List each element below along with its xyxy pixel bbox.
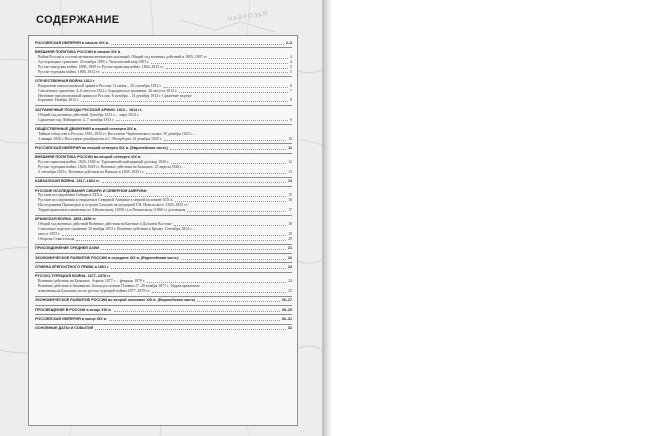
toc-section xyxy=(35,297,292,306)
toc-entry[interactable] xyxy=(35,137,292,142)
toc-entry-text: август 1855 г. xyxy=(38,232,61,237)
table-of-contents xyxy=(28,35,298,426)
dot-leader xyxy=(174,225,287,226)
toc-entry-text: Территориальные изменения по Айгуньскому (1858 г.) и Пекинскому (1860 г.) договорам xyxy=(38,208,186,213)
dot-leader xyxy=(146,173,286,174)
toc-heading[interactable] xyxy=(35,326,292,331)
toc-page-number: 10 xyxy=(288,136,292,141)
toc-entry-text: ЗАГРАНИЧНЫЕ ПОХОДЫ РУССКОЙ АРМИИ. 1813 – 1814 гг. xyxy=(35,107,142,112)
toc-entry-text: Исследования Приамурья и острова Сахалин экспедицией Г.И. Невельского. 1849–1855 гг. xyxy=(38,203,188,208)
dot-leader xyxy=(81,101,288,102)
toc-page-number: 4 xyxy=(290,54,292,59)
toc-entry-text: Сражение под Лейпцигом. 4–7 октября 1813 г. xyxy=(38,117,115,122)
dot-leader xyxy=(116,120,288,121)
toc-page-number: 13 xyxy=(288,169,292,174)
dot-leader xyxy=(179,92,288,93)
toc-heading[interactable] xyxy=(35,246,292,251)
toc-entry-text: ОСНОВНЫЕ ДАТЫ И СОБЫТИЯ xyxy=(35,326,94,331)
dot-leader xyxy=(164,87,288,88)
toc-entry-text: ВНЕШНЯЯ ПОЛИТИКА РОССИИ во второй четверти XIX в. xyxy=(35,155,142,160)
dot-leader xyxy=(197,301,279,302)
toc-entry-text: Березине. Ноябрь 1812 г. xyxy=(38,98,80,103)
dot-leader xyxy=(166,68,288,69)
dot-leader xyxy=(171,163,286,164)
dot-leader xyxy=(187,211,286,212)
dot-leader xyxy=(114,311,280,312)
toc-section xyxy=(35,306,292,315)
toc-page-number: 20 xyxy=(288,237,292,242)
toc-page-number: 22 xyxy=(287,255,292,260)
toc-page-number: 7 xyxy=(290,88,292,93)
toc-entry-text: ОБЩЕСТВЕННЫЕ ДВИЖЕНИЯ в первой четверти XIX в. xyxy=(35,126,138,131)
toc-page-number: 5 xyxy=(290,64,292,69)
toc-section xyxy=(35,39,292,48)
toc-section xyxy=(35,154,292,178)
toc-page-number: 21 xyxy=(287,246,292,251)
toc-entry[interactable] xyxy=(35,118,292,123)
toc-page-number: 14 xyxy=(287,179,292,184)
toc-heading[interactable] xyxy=(35,256,292,261)
dot-leader xyxy=(111,44,284,45)
dot-leader xyxy=(170,149,286,150)
toc-page-number: 6 xyxy=(290,83,292,88)
toc-entry-text: РОССИЙСКАЯ ИМПЕРИЯ в конце XIX в. xyxy=(35,316,107,321)
toc-page-number: 24 xyxy=(288,279,292,284)
toc-section xyxy=(35,263,292,272)
dot-leader xyxy=(209,58,288,59)
toc-heading[interactable] xyxy=(35,308,292,313)
toc-entry[interactable] xyxy=(35,98,292,103)
toc-page-number: 18 xyxy=(288,222,292,227)
dot-leader xyxy=(181,259,286,260)
page-spine xyxy=(322,0,332,436)
toc-entry-text: Русско-турецкая война. 1806–1812 гг. xyxy=(38,69,100,74)
toc-entry-text: РОССИЙСКАЯ ИМПЕРИЯ в начале XIX в. xyxy=(35,40,110,45)
toc-entry-text: Оборона Севастополя xyxy=(38,237,75,242)
dot-leader xyxy=(76,240,286,241)
toc-entry-text: РОССИЙСКАЯ ИМПЕРИЯ во второй четверти XIX в. (Европейская часть) xyxy=(35,145,168,150)
toc-entry[interactable] xyxy=(35,70,292,75)
toc-entry[interactable] xyxy=(35,170,292,175)
toc-page-number: 28–29 xyxy=(281,307,292,312)
dot-leader xyxy=(109,320,280,321)
map-label: НАВРОЗЬЯ xyxy=(227,11,269,23)
toc-section xyxy=(35,144,292,153)
toc-page-number: 19 xyxy=(288,232,292,237)
toc-entry-text: Русско-шведская война. 1808–1809 гг. Русско-иранская война. 1804–1813 гг. xyxy=(38,64,164,69)
toc-heading[interactable] xyxy=(35,317,292,322)
toc-section xyxy=(35,245,292,254)
toc-page-number: 9 xyxy=(290,117,292,122)
toc-entry-text: ОТЕЧЕСТВЕННАЯ ВОЙНА 1812 г. xyxy=(35,78,96,83)
dot-leader xyxy=(102,182,286,183)
toc-page-number: 5 xyxy=(290,69,292,74)
toc-section xyxy=(35,125,292,144)
toc-entry-text: Военные действия в Закавказье. Блокада и взятие Плевны 27–28 ноября 1877 г. Территориальные xyxy=(38,284,200,289)
toc-heading[interactable] xyxy=(35,298,292,303)
toc-entry-text: КАВКАЗСКАЯ ВОЙНА. 1817–1864 гг. xyxy=(35,179,100,184)
dot-leader xyxy=(164,140,286,141)
dot-leader xyxy=(111,268,286,269)
toc-entry-text: Русско-иранская война. 1826–1828 гг. Туркманчайский мирный договор 1828 г. xyxy=(38,160,170,165)
dot-leader xyxy=(105,196,286,197)
page-title: СОДЕРЖАНИЕ xyxy=(36,14,120,26)
toc-heading[interactable] xyxy=(35,41,292,46)
toc-page-number: 4 xyxy=(290,59,292,64)
toc-entry-text: ЭКОНОМИЧЕСКОЕ РАЗВИТИЕ РОССИИ во второй половине XIX в. (Европейская часть) xyxy=(35,298,196,303)
toc-page-number: 17 xyxy=(288,208,292,213)
toc-section xyxy=(35,187,292,216)
toc-page-number: 26–27 xyxy=(281,298,292,303)
toc-entry-text: Изгнание наполеоновской армии из России. 6 октября – 14 декабря 1812 г. Сражение на реке xyxy=(38,93,192,98)
toc-section xyxy=(35,273,292,297)
toc-section xyxy=(35,216,292,245)
toc-page-number: 23 xyxy=(287,265,292,269)
toc-entry-text: Смоленское сражение. 4–6 августа 1812 г. Бородинское сражение. 26 августа 1812 г. xyxy=(38,88,178,93)
toc-entry-text: Военные действия на Балканах. Апрель 1877 г. – февраль 1878 г. xyxy=(38,279,146,284)
toc-entry-text: ПРИСОЕДИНЕНИЕ СРЕДНЕЙ АЗИИ xyxy=(35,246,100,251)
toc-heading[interactable] xyxy=(35,146,292,151)
toc-section xyxy=(35,77,292,106)
toc-page-number: 32 xyxy=(287,326,292,331)
toc-entry-text: ОТМЕНА КРЕПОСТНОГО ПРАВА в 1861 г. xyxy=(35,265,110,269)
toc-entry-text: 3 января 1826 г. Восстание декабристов в С.-Петербурге 14 декабря 1825 г. xyxy=(38,136,162,141)
toc-entry-text: ВНЕШНЯЯ ПОЛИТИКА РОССИИ в начале XIX в. xyxy=(35,49,122,54)
toc-entry-text: РУССКИЕ ИССЛЕДОВАНИЯ СИБИРИ И СЕВЕРНОЙ АМЕРИКИ xyxy=(35,188,147,193)
toc-heading[interactable] xyxy=(35,265,292,270)
toc-entry-text: КРЫМСКАЯ ВОЙНА. 1853–1856 гг. xyxy=(35,217,97,222)
toc-section xyxy=(35,325,292,333)
toc-entry-text: Русско-турецкая война. 1828–1829 гг. Военные действия на Балканах. 25 апреля 1828 г. – xyxy=(38,165,186,170)
dot-leader xyxy=(95,329,285,330)
toc-entry[interactable] xyxy=(35,237,292,242)
toc-entry-text: РУССКО-ТУРЕЦКАЯ ВОЙНА. 1877–1878 гг. xyxy=(35,274,111,279)
toc-page-number: 11 xyxy=(288,145,292,150)
toc-section xyxy=(35,178,292,187)
toc-entry-text: ПРОСВЕЩЕНИЕ В РОССИИ в конце XIX в. xyxy=(35,307,112,312)
toc-page-number: 12 xyxy=(288,160,292,165)
toc-entry-text: Аустерлицкое сражение. 20 ноября 1805 г. Тильзитский мир 1807 г. xyxy=(38,59,150,64)
toc-entry-text: ЭКОНОМИЧЕСКОЕ РАЗВИТИЕ РОССИИ в середине XIX в. (Европейская часть) xyxy=(35,255,179,260)
dot-leader xyxy=(62,235,286,236)
toc-page-number: 16 xyxy=(288,198,292,203)
dot-leader xyxy=(175,201,286,202)
toc-entry-text: Общий ход военных действий Военные действия на Балтике и Дальнем Востоке xyxy=(38,222,172,227)
toc-page-number: 25 xyxy=(288,289,292,294)
toc-entry-text: Русские исследования Сибири в XIX в. xyxy=(38,193,103,198)
toc-section xyxy=(35,106,292,125)
toc-section xyxy=(35,315,292,324)
toc-entry-text: Общий ход военных действий. Декабрь 1812 г. – март 1814 г. xyxy=(38,112,139,117)
dot-leader xyxy=(152,292,286,293)
toc-entry-text: Русские исследования и открытия в Северной Америке в первой половине XIX в. xyxy=(38,198,174,203)
toc-section xyxy=(35,48,292,77)
toc-entry-text: Война России в составе антинаполеоновских коалиций. Общий ход военных действий в 1805–1807 гг. xyxy=(38,54,208,59)
toc-entry[interactable] xyxy=(35,289,292,294)
dot-leader xyxy=(151,63,288,64)
toc-page-number: 15 xyxy=(288,193,292,198)
dot-leader xyxy=(102,72,288,73)
toc-page-number: 8 xyxy=(290,98,292,103)
toc-entry-text: 2 сентября 1829 г. Военные действия на Кавказе в 1828–1829 гг. xyxy=(38,169,144,174)
dot-leader xyxy=(101,249,286,250)
toc-heading[interactable] xyxy=(35,179,292,184)
toc-entry-text: Синопское морское сражение 18 ноября 1853 г. Военные действия в Крыму. Сентябрь 1854 г. – xyxy=(38,227,196,232)
toc-entry-text: Тайные общества в России. 1816–1825 гг. Восстание Черниговского полка. 29 декабря 1825 г. – xyxy=(38,131,196,136)
toc-entry-text: Вторжение наполеоновской армии в Россию 12 июня – 20 сентября 1812 г. xyxy=(38,83,162,88)
toc-section xyxy=(35,254,292,263)
toc-entry-text: изменения на Балканах после русско-турецкой войны 1877–1878 гг. xyxy=(38,289,150,294)
toc-page-number: 30–31 xyxy=(281,316,292,321)
toc-entry[interactable] xyxy=(35,208,292,213)
dot-leader xyxy=(147,282,286,283)
toc-page-number: 2–3 xyxy=(285,40,292,45)
contents-page xyxy=(0,0,322,436)
